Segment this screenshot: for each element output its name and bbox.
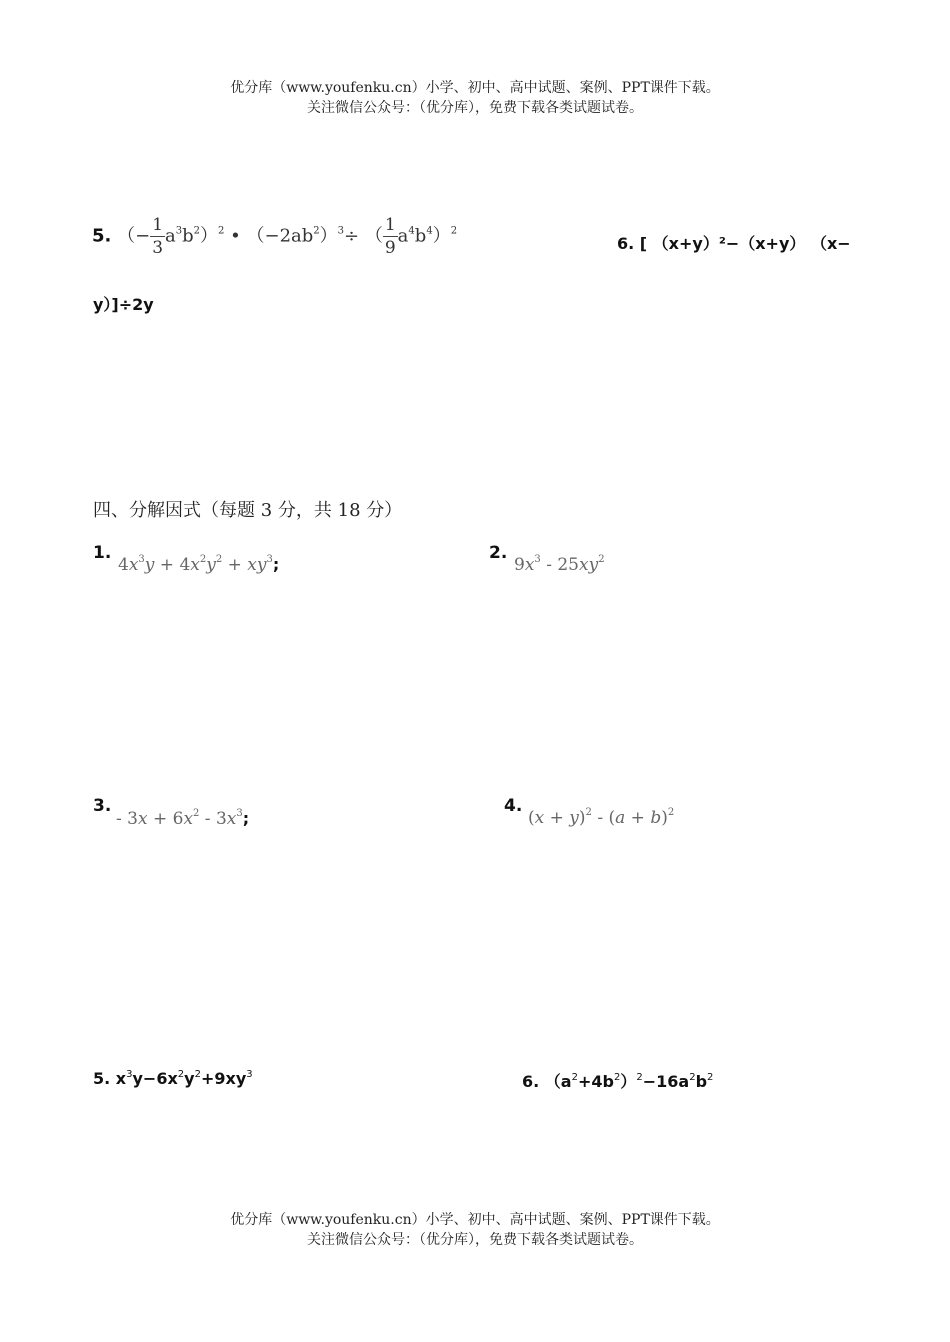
open-paren-1: （−	[117, 225, 151, 247]
problem-5-expression: 5. （− $\frac{1}{3}$ $a^3b^2)^2$ • $(-2ab^2)^3\div$ （ $\frac{1}{9}$ $a^4b^4)^2$	[92, 215, 458, 258]
problem-6-line-1: 6. [ （x+y）²−（x+y） （x−	[617, 234, 851, 253]
footer-line-1: 优分库（www.youfenku.cn）小学、初中、高中试题、案例、PPT课件下载。	[230, 1212, 720, 1228]
fraction-one-ninth: $\frac{1}{9}$	[384, 215, 396, 258]
q3-number: 3.	[93, 796, 112, 816]
q1-expression: $4x^3y + 4x^2y^2 + xy^3$;	[118, 554, 280, 575]
footer-line-2: 关注微信公众号：（优分库），免费下载各类试题试卷。	[307, 1232, 643, 1248]
header-line-1: 优分库（www.youfenku.cn）小学、初中、高中试题、案例、PPT课件下载。	[230, 80, 720, 96]
section-4-title: 四、分解因式（每题 3 分，共 18 分）	[93, 500, 403, 521]
header-line-2: 关注微信公众号：（优分库），免费下载各类试题试卷。	[307, 100, 643, 116]
fraction-one-third: $\frac{1}{3}$	[152, 215, 164, 258]
q4-number: 4.	[504, 796, 523, 816]
q2-expression: $9x^3 - 25xy^2$	[514, 554, 605, 575]
q4-expression: $(x + y)^2 - (a + b)^2$	[528, 807, 675, 828]
q2-number: 2.	[489, 543, 508, 563]
q5-expression: 5. $x^3y-6x^2y^2+9xy^3$	[93, 1069, 253, 1088]
q6-expression: 6. $(a^2+4b^2)^2-16a^2b^2$	[522, 1072, 714, 1091]
q3-expression: - $3x + 6x^2 - 3x^3$;	[116, 808, 250, 829]
q1-number: 1.	[93, 543, 112, 563]
problem-5-number: 5.	[92, 225, 112, 247]
problem-6-line-2: y）]÷2y	[93, 295, 154, 314]
